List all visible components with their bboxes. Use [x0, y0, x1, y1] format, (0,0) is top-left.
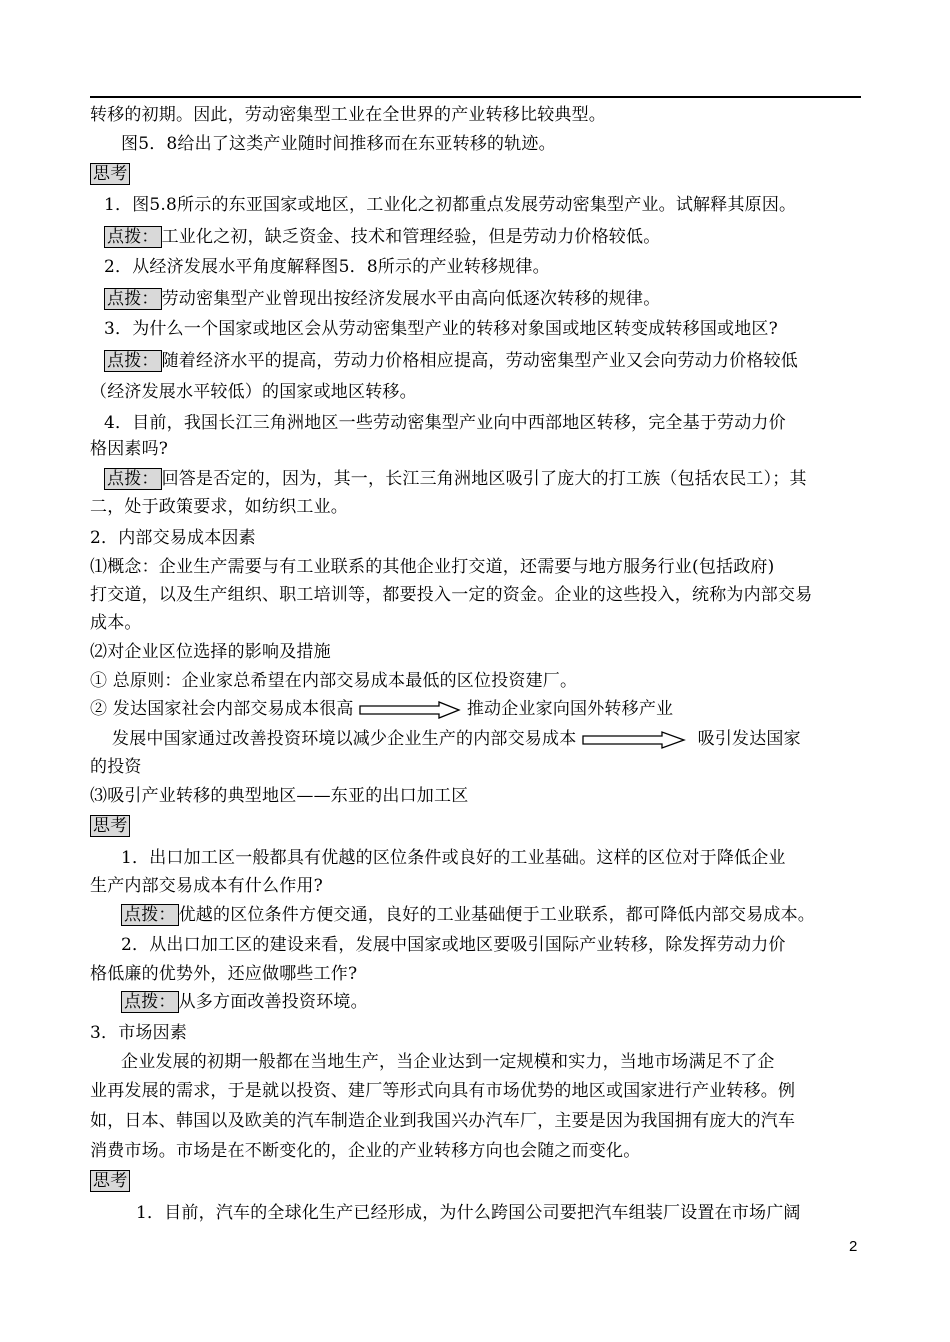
header-rule: [90, 96, 861, 98]
text-segment: ② 发达国家社会内部交易成本很高: [90, 699, 354, 719]
text-segment: 推动企业家向国外转移产业: [466, 699, 674, 719]
arrow-line-1: [90, 698, 673, 720]
hint-label: 点拨：: [121, 904, 179, 926]
hint-text: 优越的区位条件方便交通，良好的工业基础便于工业联系，都可降低内部交易成本。: [178, 905, 816, 925]
think-label: [90, 1170, 130, 1192]
hint-line: [104, 468, 807, 490]
text-line: 转移的初期。因此，劳动密集型工业在全世界的产业转移比较典型。: [90, 105, 606, 125]
text-line: 如，日本、韩国以及欧美的汽车制造企业到我国兴办汽车厂，主要是因为我国拥有庞大的汽车: [90, 1111, 796, 1131]
text-line: 消费市场。市场是在不断变化的，企业的产业转移方向也会随之而变化。: [90, 1141, 641, 1161]
hint-label: 点拨：: [121, 991, 179, 1013]
text-line: 成本。: [90, 613, 142, 633]
text-segment: 吸引发达国家: [697, 729, 801, 749]
subheading: ⑶吸引产业转移的典型地区——东亚的出口加工区: [90, 786, 469, 806]
hint-label: 点拨：: [104, 468, 162, 490]
hint-text: 随着经济水平的提高，劳动力价格相应提高，劳动密集型产业又会向劳动力价格较低: [161, 351, 799, 371]
hint-text: 工业化之初，缺乏资金、技术和管理经验，但是劳动力价格较低。: [161, 227, 661, 247]
text-line: 的投资: [90, 757, 142, 777]
hint-text: 从多方面改善投资环境。: [178, 992, 368, 1012]
text-segment: 发展中国家通过改善投资环境以减少企业生产的内部交易成本: [112, 729, 577, 749]
section-heading: 3．市场因素: [90, 1023, 188, 1043]
question-1: 1．图5.8所示的东亚国家或地区，工业化之初都重点发展劳动密集型产业。试解释其原因。: [104, 195, 797, 215]
text-line: ① 总原则：企业家总希望在内部交易成本最低的区位投资建厂。: [90, 671, 578, 691]
text-line: 格低廉的优势外，还应做哪些工作?: [90, 964, 358, 984]
hint-text: 回答是否定的，因为，其一，长江三角洲地区吸引了庞大的打工族（包括农民工）；其: [161, 469, 807, 489]
question-4: 4．目前，我国长江三角洲地区一些劳动密集型产业向中西部地区转移，完全基于劳动力价: [104, 413, 786, 433]
right-arrow-icon: [582, 731, 686, 749]
hint-line: [121, 991, 368, 1013]
think-label: [90, 163, 130, 185]
subheading: ⑵对企业区位选择的影响及措施: [90, 642, 331, 662]
question-2: 2．从经济发展水平角度解释图5．8所示的产业转移规律。: [104, 257, 550, 277]
hint-label: 点拨：: [104, 288, 162, 310]
hint-line: [104, 350, 798, 372]
hint-label: 点拨：: [104, 226, 162, 248]
arrow-line-2: [112, 728, 801, 750]
text-line: 二，处于政策要求，如纺织工业。: [90, 497, 348, 517]
think-box: 思考: [90, 1170, 130, 1192]
text-line: 格因素吗?: [90, 439, 169, 459]
think-label: [90, 815, 130, 837]
text-line: ⑴概念：企业生产需要与有工业联系的其他企业打交道，还需要与地方服务行业(包括政府): [90, 557, 775, 577]
question-1: 1．出口加工区一般都具有优越的区位条件或良好的工业基础。这样的区位对于降低企业: [121, 848, 786, 868]
hint-text: 劳动密集型产业曾现出按经济发展水平由高向低逐次转移的规律。: [161, 289, 661, 309]
text-line: 业再发展的需求，于是就以投资、建厂等形式向具有市场优势的地区或国家进行产业转移。例: [90, 1081, 796, 1101]
question-2: 2．从出口加工区的建设来看，发展中国家或地区要吸引国际产业转移，除发挥劳动力价: [121, 935, 786, 955]
think-box: 思考: [90, 815, 130, 837]
hint-line: [104, 288, 660, 310]
think-box: 思考: [90, 163, 130, 185]
hint-label: 点拨：: [104, 350, 162, 372]
hint-line: [104, 226, 660, 248]
hint-line: [121, 904, 815, 926]
text-line: 企业发展的初期一般都在当地生产，当企业达到一定规模和实力，当地市场满足不了企: [121, 1052, 775, 1072]
question-1: 1．目前，汽车的全球化生产已经形成，为什么跨国公司要把汽车组装厂设置在市场广阔: [136, 1203, 801, 1223]
question-3: 3．为什么一个国家或地区会从劳动密集型产业的转移对象国或地区转变成转移国或地区?: [104, 319, 778, 339]
page-number: 2: [849, 1238, 858, 1255]
text-line: 打交道，以及生产组织、职工培训等，都要投入一定的资金。企业的这些投入，统称为内部交易: [90, 585, 813, 605]
text-line: （经济发展水平较低）的国家或地区转移。: [90, 382, 417, 402]
section-heading: 2．内部交易成本因素: [90, 528, 256, 548]
text-line: 图5．8给出了这类产业随时间推移而在东亚转移的轨迹。: [121, 134, 556, 154]
text-line: 生产内部交易成本有什么作用?: [90, 876, 323, 896]
right-arrow-icon: [359, 701, 461, 719]
